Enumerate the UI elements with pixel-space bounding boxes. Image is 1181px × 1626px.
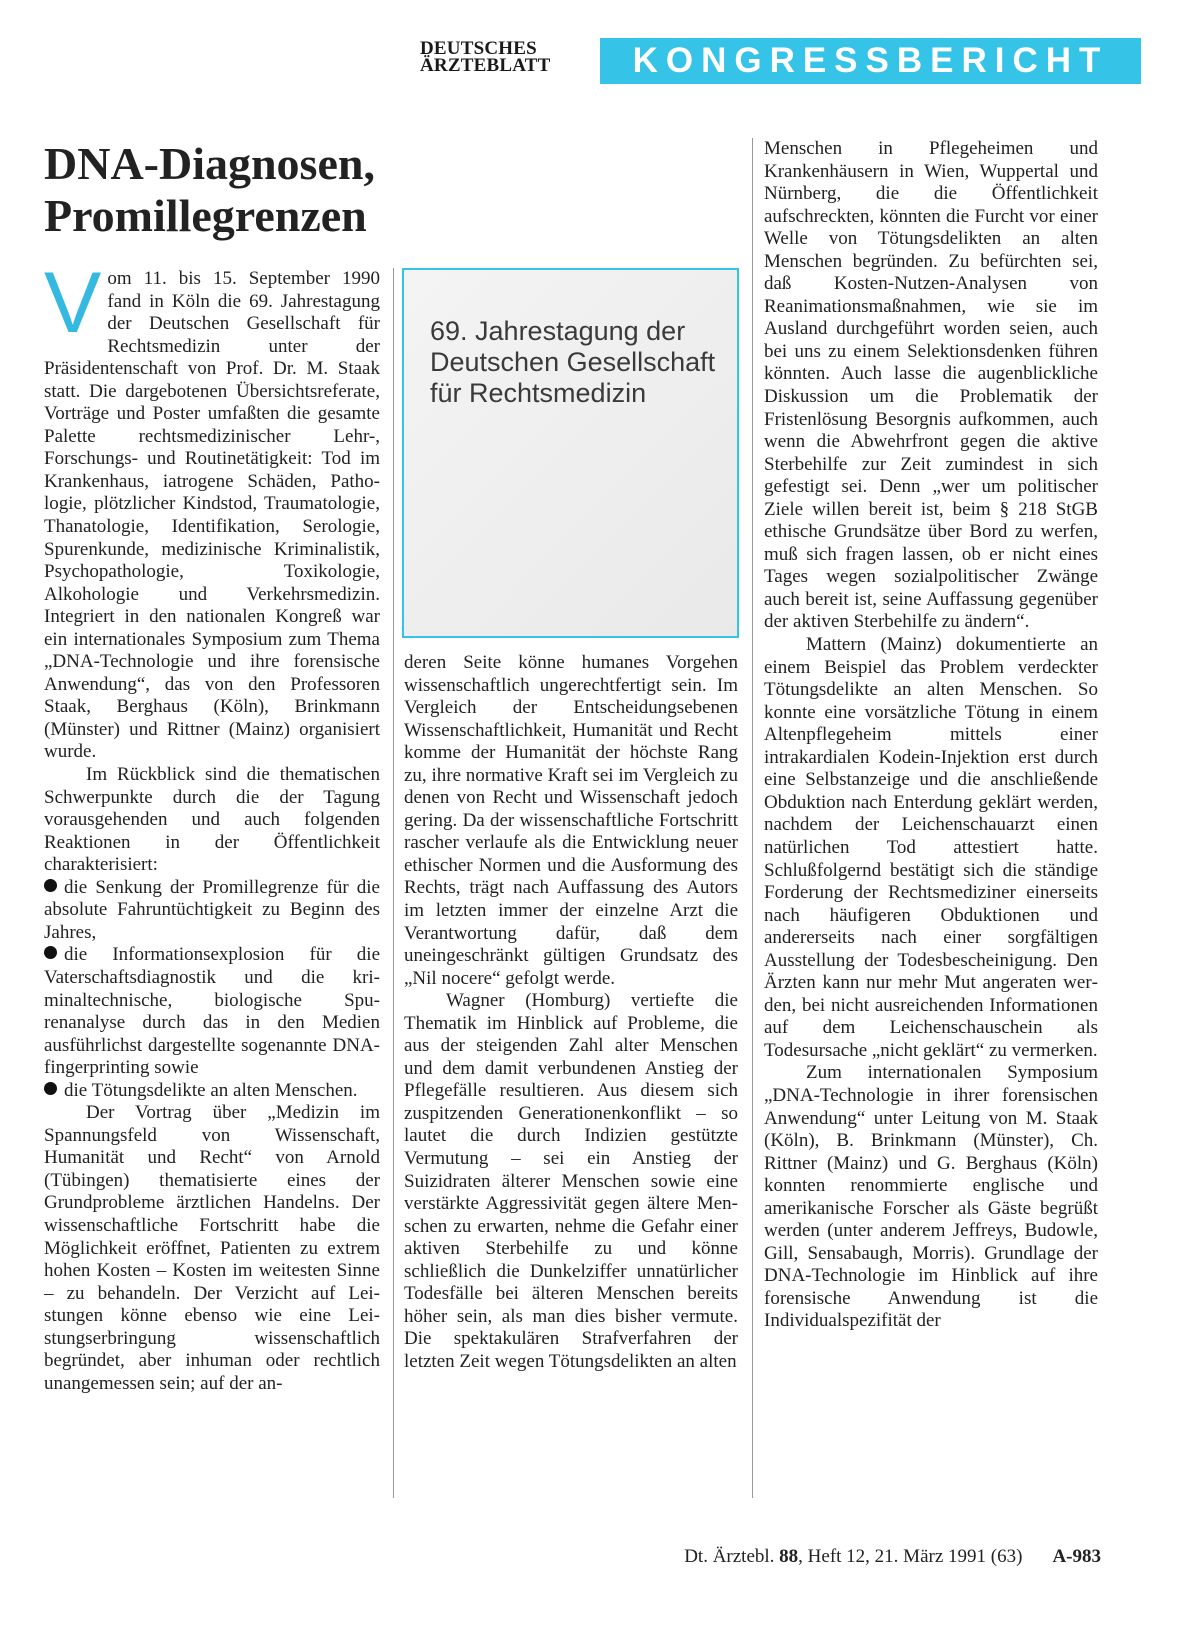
bullet-text: die Informationsexplosion für die Vaterschaftsdiagnostik und die kriminaltechnische, biologische Spurenanalyse durch das in den Medien ausführlichst dargestellte sogenannte DNA-fingerprinting sowie xyxy=(44,944,380,1079)
bullet-text: die Tötungsdelikte an alten Menschen. xyxy=(64,1079,358,1101)
lead-paragraph xyxy=(44,255,380,764)
section-banner: KONGRESSBERICHT xyxy=(600,38,1141,84)
citation-issue: , Heft 12, 21. März 1991 (63) xyxy=(798,1546,1023,1567)
bullet-item xyxy=(44,1080,380,1103)
lead-paragraph-text: om 11. bis 15. September 1990 fand in Köln die 69. Jahrestagung der Deutschen Gesellschaft für Rechtsmedizin unter der Präsidentenschaft von Prof. Dr. M. Staak statt. Die dargebotenen Übersichtsreferate, Vorträge und Poster umfaßten die gesamte Palette rechtsmedizinischer Lehr-, Forschungs- und Routinetätigkeit: Tod im Krankenhaus, iatrogene Schäden, Pathologie, plötzlicher Kindstod, Traumatologie, Thanatologie, Identifikation, Serologie, Spurenkunde, medizinische Kriminalistik, Psychopathologie, Toxikologie, Alkohologie und Verkehrsmedizin. Integriert in den nationalen Kongreß war ein internationales Symposium zum Thema „DNA-Technologie und ihre forensische Anwendung“, das von den Professoren Staak, Berghaus (Köln), Brinkmann (Münster) und Rittner (Mainz) organisiert wurde. xyxy=(44,268,380,763)
bullet-icon xyxy=(44,879,57,892)
paragraph: Menschen in Pflegeheimen und Krankenhäusern in Wien, Wuppertal und Nürnberg, die die Öffentlichkeit aufschreckten, könnten die Furcht vor einer Welle von Tötungsdelikten an alten Menschen begründen. Zu befürchten sei, daß Kosten-Nutzen-Analysen von Reanimationsmaßnahmen, wie sie im Ausland durchgeführt worden seien, auch bei uns zu einem Selektionsdenken führen könnten. Auch lasse die augenblickliche Diskussion um die Problematik der Fristenlösung Besorgnis aufkommen, auch wenn die Abwehrfront gegen die aktive Sterbehilfe zur Zeit zumindest in sich gefestigt sei. Denn „wer um politischer Ziele willen bereit ist, beim § 218 StGB ethische Grundsätze über Bord zu werfen, muß sich fragen lassen, ob er nicht eines Tages wegen sozialpolitischer Zwänge auch bereit ist, seine Auffassung gegenüber der aktiven Sterbehilfe zu ändern“. xyxy=(764,138,1098,633)
bullet-item xyxy=(44,944,380,1079)
paragraph: Mattern (Mainz) dokumentierte an einem Beispiel das Problem verdeckter Tötungsdelikte an alten Menschen. So konnte eine vorsätzliche Tötung in einem Altenpflegeheim mittels einer intrakardialen Kodein-Injektion erst durch eine Selbstanzeige und die anschließende Obduktion nach Enterdung geklärt werden, nachdem der Leichenschauarzt einen natürlichen Tod attestiert hatte. Schlußfolgernd bestätigt sich die ständige Forderung der Rechtsmediziner einerseits nach häufigeren Obduktionen und andererseits nach einer sorgfältigen Ausstellung der Todesbescheinigung. Den Ärzten kann nur mehr Mut angeraten werden, bei nicht ausreichenden Informationen auf dem Leichenschauschein als Todesursache „nicht geklärt“ zu vermerken. xyxy=(764,634,1098,1061)
journal-logo xyxy=(420,40,585,74)
masthead xyxy=(420,38,1141,84)
citation-volume: 88 xyxy=(779,1546,799,1567)
citation-journal: Dt. Ärztebl. xyxy=(684,1546,775,1567)
drop-cap: V xyxy=(44,255,102,351)
column-divider xyxy=(393,268,394,1498)
column-divider xyxy=(752,138,753,1498)
text-column-1 xyxy=(44,255,380,1395)
page-footer xyxy=(600,1546,1101,1568)
bullet-icon xyxy=(44,1082,57,1095)
text-column-3 xyxy=(764,138,1098,1333)
text-column-2 xyxy=(404,652,738,1374)
paragraph: Im Rückblick sind die thematischen Schwerpunkte durch die der Tagung vorausgehenden und auch folgenden Reaktionen in der Öffentlichkeit charakterisiert: xyxy=(44,764,380,876)
page-number: A-983 xyxy=(1052,1546,1101,1567)
paragraph: deren Seite könne humanes Vorgehen wissenschaftlich ungerechtfertigt sein. Im Vergleich der Entscheidungsebenen Wissenschaftlichkeit, Humanität und Recht komme der Humanität der höchste Rang zu, ihre normative Kraft sei im Vergleich zu denen von Recht und Wissenschaft jedoch gering. Da der wissenschaftliche Fortschritt rascher verlaufe als die Entwicklung neuer ethischer Normen und die Ausformung des Rechts, trägt nach Auffassung des Autors im letzten immer der einzelne Arzt die Verantwortung dafür, daß dem uneingeschränkt gültigen Grundsatz des „Nil nocere“ gefolgt werde. xyxy=(404,652,738,989)
paragraph: Zum internationalen Symposium „DNA-Technologie in ihrer forensischen Anwendung“ unter Leitung von M. Staak (Köln), B. Brinkmann (Münster), Ch. Rittner (Mainz) und G. Berghaus (Köln) konnten renommierte englische und amerikanische Forscher als Gäste begrüßt werden (unter anderem Jeffreys, Budowle, Gill, Sensabaugh, Morris). Grundlage der DNA-Technologie im Hinblick auf ihre forensische Anwendung ist die Individualspezifität der xyxy=(764,1062,1098,1332)
brand-line-2: ÄRZTEBLATT xyxy=(420,55,551,76)
info-box xyxy=(402,268,739,638)
bullet-item xyxy=(44,877,380,945)
paragraph: Der Vortrag über „Medizin im Spannungsfeld von Wissenschaft, Humanität und Recht“ von Arnold (Tübingen) thematisierte eines der Grundprobleme ärztlichen Handelns. Der wissenschaftliche Fortschritt habe die Möglichkeit eröffnet, Patienten zu extrem hohen Kosten – Kosten im weitesten Sinne – zu behandeln. Der Verzicht auf Leistungen könne ebenso wie eine Leistungserbringung wissenschaftlich begründet, aber inhuman oder rechtlich unangemessen sein; auf der an- xyxy=(44,1102,380,1394)
article-title: DNA-Diagnosen, Promillegrenzen xyxy=(44,138,375,241)
info-box-text: 69. Jahrestagung der Deutschen Gesellschaft für Rechtsmedizin xyxy=(430,316,716,408)
paragraph: Wagner (Homburg) vertiefte die Thematik im Hinblick auf Probleme, die aus der steigenden Zahl alter Menschen und dem damit verbundenen Anstieg der Pflegefälle resultieren. Aus diesem sich zuspitzenden Generationenkonflikt – so lautet die durch Indizien gestützte Vermutung – sei ein Anstieg der Suizidraten älterer Menschen sowie eine verstärkte Aggressivität gegen ältere Menschen zu erwarten, nehme die Gefahr einer aktiven Sterbehilfe zu und könne schließlich die Dunkelziffer unnatürlicher Todesfälle bei älteren Menschen bereits höher sein, als man dies bisher vermute. Die spektakulären Strafverfahren der letzten Zeit wegen Tötungsdelikten an alten xyxy=(404,990,738,1372)
brand-line-1: DEUTSCHES xyxy=(420,38,537,59)
bullet-icon xyxy=(44,946,57,959)
bullet-text: die Senkung der Promillegrenze für die absolute Fahruntüchtigkeit zu Beginn des Jahres, xyxy=(44,876,380,943)
